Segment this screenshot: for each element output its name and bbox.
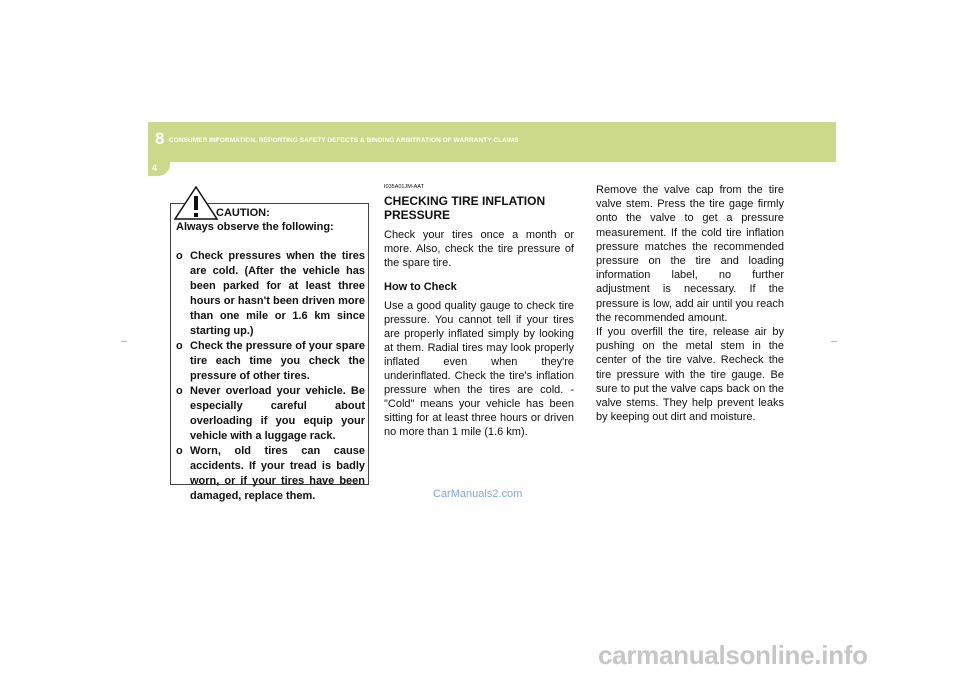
right-paragraph-1: Remove the valve cap from the tire valve stem. Press the tire gage firmly onto the valve to get a pressure measurement. If the cold tire inflation pressure matches the recommended pressure on the tire and loading information label, no further adjustment is necessary. If the pressure is low, add air until you reach the recommended amount. [596,184,784,324]
bullet-mark: o [176,445,183,457]
caution-lead: Always observe the following: [176,221,334,233]
middle-column [384,183,574,439]
bullet-mark: o [176,340,183,352]
caution-item [176,444,365,504]
margin-tick-left [121,341,127,342]
caution-item-text: Worn, old tires can cause accidents. If your tread is badly worn, or if your tires have been damaged, replace them. [190,445,365,502]
section-body: Use a good quality gauge to check tire pressure. You cannot tell if your tires are properly inflated simply by looking at them. Radial tires may look properly inflated even when they're underinflated. Check the tire's inflation pressure when the tires are cold. - "Cold" means your vehicle has been sitting for at least three hours or driven no more than 1 mile (1.6 km). [384,300,574,438]
right-column [596,183,784,424]
right-paragraph-2: If you overfill the tire, release air by pushing on the metal stem in the center of the tire valve. Recheck the tire pressure with the tire gauge. Be sure to put the valve caps back on the valve stems. They help prevent leaks by keeping out dirt and moisture. [596,326,784,424]
section-intro: Check your tires once a month or more. Also, check the tire pressure of the spare tire. [384,229,574,269]
bullet-mark: o [176,385,183,397]
caution-title: CAUTION: [216,207,270,219]
section-subtitle: How to Check [384,281,457,293]
bullet-mark: o [176,250,183,262]
margin-tick-right [831,341,837,342]
page-number: 4 [152,163,158,173]
caution-item-text: Never overload your vehicle. Be especially careful about overloading if you equip your vehicle with a luggage rack. [190,385,365,442]
footer-watermark: carmanualsonline.info [598,640,868,670]
section-title: CHECKING TIRE INFLATION PRESSURE [384,194,546,222]
caution-list [176,249,365,504]
caution-item [176,339,365,384]
chapter-number: 8 [155,129,165,148]
warning-triangle-icon [174,186,218,220]
caution-item-text: Check pressures when the tires are cold. (After the vehicle has been parked for at least three hours or hasn't been driven more than one mile or 1.6 km since starting up.) [190,250,365,337]
chapter-title: CONSUMER INFORMATION, REPORTING SAFETY DEFECTS & BINDING ARBITRATION OF WARRANTY CLAIMS [169,137,519,144]
caution-item-text: Check the pressure of your spare tire each time you check the pressure of other tires. [190,340,365,382]
caution-item [176,249,365,339]
caution-item [176,384,365,444]
section-code: I035A01JM-AAT [384,184,424,190]
watermark-link[interactable]: CarManuals2.com [433,488,523,500]
